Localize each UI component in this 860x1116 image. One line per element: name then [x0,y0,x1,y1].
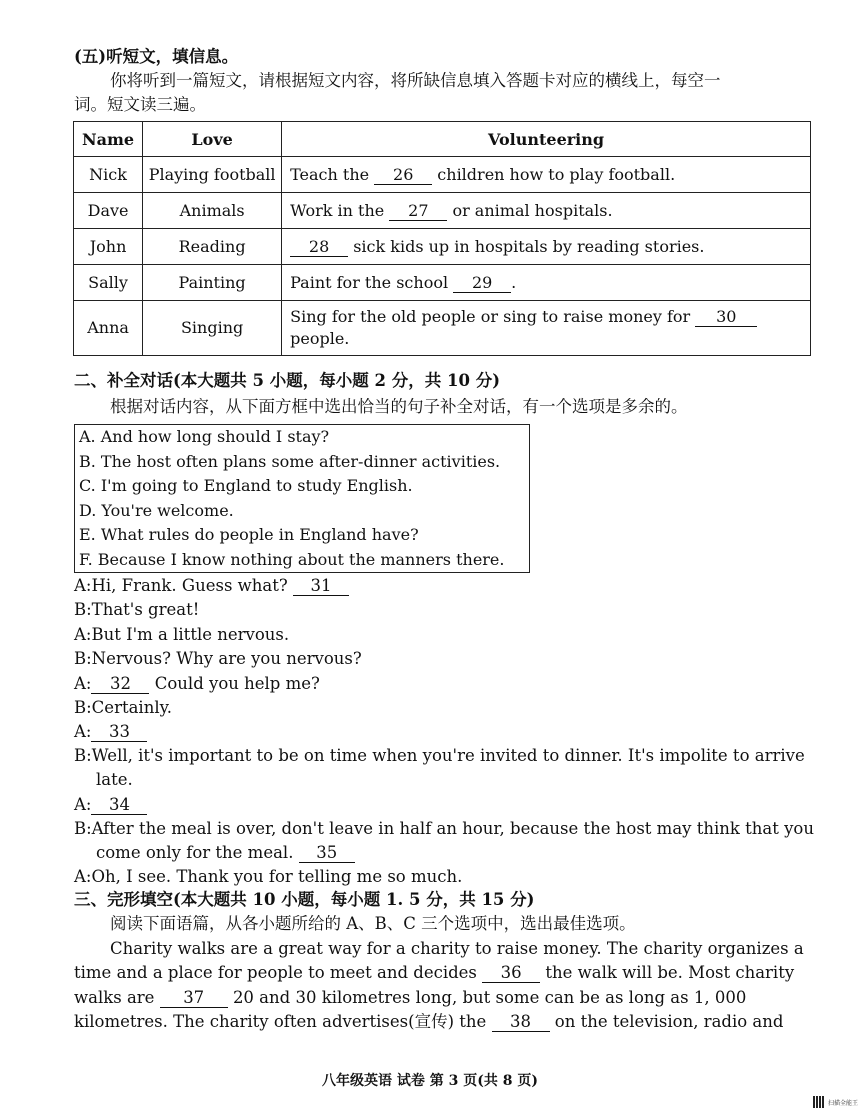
table-header-row [74,122,811,157]
cell-volunteering [282,157,811,193]
option-d: D. You're welcome. [79,500,234,520]
answer-blank-30[interactable]: 30 [695,308,757,327]
table-row [74,301,811,356]
cell-love: Painting [143,265,282,301]
dialogue-line: B:Well, it's important to be on time when you're invited to dinner. It's impolite to arrive [74,746,805,765]
cell-love: Playing football [143,157,282,193]
text: Paint for the school [290,272,449,292]
text: time and a place for people to meet and decides [74,963,477,982]
dialogue-line: B:After the meal is over, don't leave in half an hour, because the host may think that you [74,819,814,838]
text: A:Hi, Frank. Guess what? [74,576,288,595]
text: 20 and 30 kilometres long, but some can be as long as 1, 000 [232,988,747,1007]
section-5-instruction: 你将听到一篇短文，请根据短文内容，将所缺信息填入答题卡对应的横线上，每空一 [110,71,721,90]
answer-blank-31[interactable]: 31 [293,577,349,596]
option-c: C. I'm going to England to study English. [79,476,413,495]
answer-blank-33[interactable]: 33 [91,723,147,742]
cell-name: Dave [74,193,143,229]
part-2-heading: 二、补全对话(本大题共 5 小题，每小题 2 分，共 10 分) [74,371,501,390]
dialogue-line [74,575,349,597]
table-row [74,229,811,265]
text: people. [290,329,350,348]
text: Could you help me? [154,674,320,693]
info-table [73,121,811,356]
passage-line [74,962,794,984]
text: the walk will be. Most charity [545,963,795,982]
passage-line [74,987,746,1009]
dialogue-line: B:Nervous? Why are you nervous? [74,649,362,668]
text: Sing for the old people or sing to raise money for [290,307,691,326]
option-f: F. Because I know nothing about the manners there. [79,549,505,569]
table-row [74,157,811,193]
option-a: A. And how long should I stay? [79,427,330,446]
text: or animal hospitals. [452,200,613,220]
dialogue-line-cont: late. [96,770,133,789]
cell-volunteering [282,193,811,229]
scanner-logo: 扫描全能王 [828,1100,859,1107]
cell-volunteering [282,229,811,265]
answer-blank-26[interactable]: 26 [374,166,432,185]
dialogue-line: B:Certainly. [74,698,172,717]
answer-blank-37[interactable]: 37 [160,989,228,1008]
answer-blank-27[interactable]: 27 [389,202,447,221]
section-5-instruction-cont: 词。短文读三遍。 [74,95,206,114]
passage-line [74,1011,783,1033]
header-volunteering: Volunteering [282,122,811,157]
dialogue-line: A:Oh, I see. Thank you for telling me so much. [74,867,463,886]
section-5-heading: (五)听短文，填信息。 [74,47,239,66]
cell-name: Anna [74,301,143,356]
dialogue-line [74,721,147,743]
part-3-instruction: 阅读下面语篇，从各小题所给的 A、B、C 三个选项中，选出最佳选项。 [110,914,636,933]
header-name: Name [74,122,143,157]
cell-name: Sally [74,265,143,301]
table-row [74,265,811,301]
cell-name: John [74,229,143,265]
dialogue-line-cont [96,842,355,864]
text: sick kids up in hospitals by reading stories. [353,236,705,256]
answer-blank-28[interactable]: 28 [290,238,348,257]
answer-blank-38[interactable]: 38 [492,1013,550,1032]
cell-love: Animals [143,193,282,229]
answer-blank-29[interactable]: 29 [453,274,511,293]
text: A: [74,795,92,814]
text: kilometres. The charity often advertises(宣传) the [74,1012,487,1031]
cell-love: Singing [143,301,282,356]
header-love: Love [143,122,282,157]
dialogue-line [74,673,320,695]
text: A: [74,722,92,741]
text: walks are [74,988,155,1007]
table-row [74,193,811,229]
text: come only for the meal. [96,843,294,862]
dialogue-line: A:But I'm a little nervous. [74,625,290,644]
answer-blank-32[interactable]: 32 [91,675,149,694]
text: children how to play football. [437,164,676,184]
option-b: B. The host often plans some after-dinner activities. [79,451,501,471]
dialogue-line [74,794,147,816]
qr-code-icon [813,1096,825,1108]
text: . [511,272,517,292]
cell-volunteering [282,265,811,301]
answer-blank-35[interactable]: 35 [299,844,355,863]
dialogue-line: B:That's great! [74,600,200,619]
page-footer: 八年级英语 试卷 第 3 页(共 8 页) [322,1073,538,1089]
text: A: [74,674,92,693]
answer-blank-36[interactable]: 36 [482,964,540,983]
text: on the television, radio and [554,1012,784,1031]
part-3-heading: 三、完形填空(本大题共 10 小题，每小题 1. 5 分，共 15 分) [74,890,535,909]
cell-volunteering [282,301,811,356]
text: Work in the [290,200,385,220]
text: Teach the [290,164,370,184]
part-2-instruction: 根据对话内容，从下面方框中选出恰当的句子补全对话，有一个选项是多余的。 [110,397,688,416]
answer-blank-34[interactable]: 34 [91,796,147,815]
passage-line: Charity walks are a great way for a charity to raise money. The charity organizes a [110,939,804,958]
cell-love: Reading [143,229,282,265]
options-box [74,424,530,573]
cell-name: Nick [74,157,143,193]
option-e: E. What rules do people in England have? [79,525,419,544]
